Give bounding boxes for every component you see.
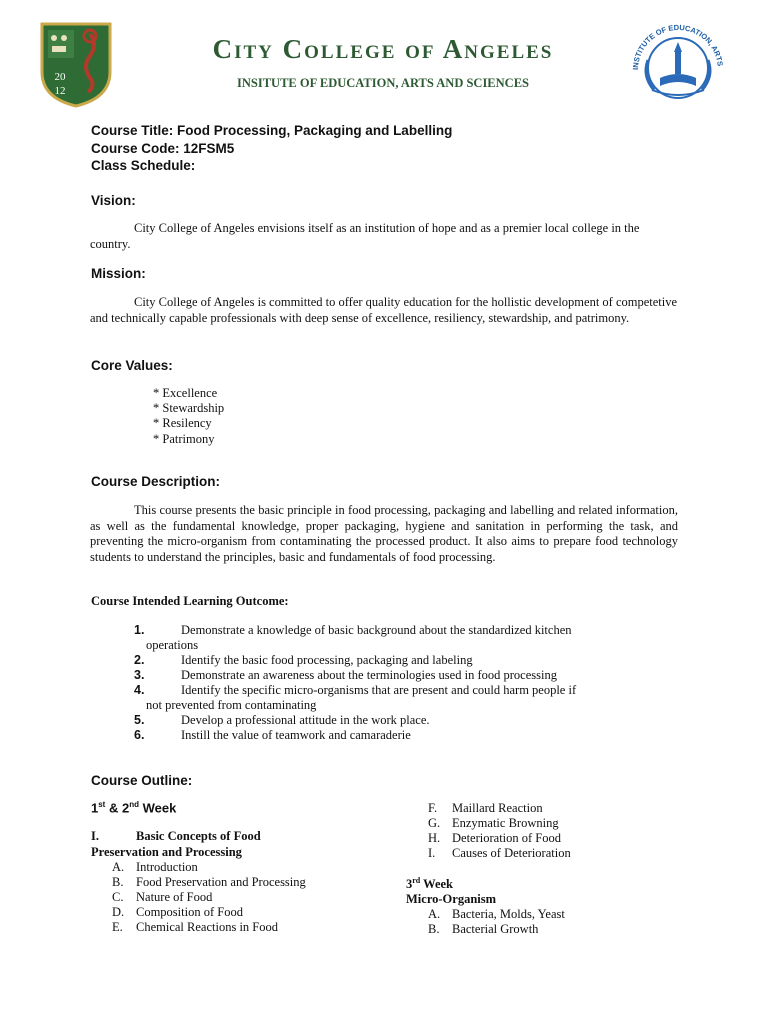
section-1-list-cont [428, 801, 728, 861]
section-1-list [112, 860, 412, 935]
vision-text: City College of Angeles envisions itself as an institution of hope and as a premier local college in the country. [90, 221, 640, 251]
mission-text: City College of Angeles is committed to offer quality education for the hollistic development of competetive and technically capable professionals with deep sense of excellence, resiliency, stewardship, and patrimony. [90, 295, 678, 325]
clo-text: Identify the specific micro-organisms that are present and could harm people if [181, 683, 577, 697]
course-description-text: This course presents the basic principle in food processing, packaging and labelling and related information, as well as the fundamental knowledge, proper packaging, hygiene and sanitation in performing the task, and preventing the micro-organism from contaminating the processed product. It also aims to prepare food technology students to understand the principles, basic and fundamentals of food processing. [90, 503, 678, 564]
clo-text: Instill the value of teamwork and camaraderie [181, 728, 411, 742]
vision-heading: Vision: [91, 193, 136, 208]
core-value-item: * Stewardship [153, 401, 225, 415]
clo-item [90, 728, 690, 743]
college-name: City College of Angeles [212, 34, 554, 64]
outline-item: E. Chemical Reactions in Food [112, 920, 278, 934]
section-1-number: I. [91, 829, 99, 843]
institute-seal-logo [624, 20, 732, 108]
shield-year-bottom: 12 [54, 85, 66, 97]
course-code: Course Code: 12FSM5 [91, 141, 235, 156]
clo-item [90, 623, 690, 653]
clo-number: 4. [134, 683, 145, 697]
section-2-title: Micro-Organism [406, 892, 497, 906]
core-value-item: * Resilency [153, 416, 212, 430]
section-1-title: Basic Concepts of Food [136, 829, 261, 843]
outline-item: A. Bacteria, Molds, Yeast [428, 907, 565, 921]
clo-text-wrap: operations [146, 638, 199, 652]
outline-item: C. Nature of Food [112, 890, 213, 904]
clo-number: 3. [134, 668, 145, 682]
clo-item [90, 713, 690, 728]
outline-item: A. Introduction [112, 860, 198, 874]
clo-text-wrap: not prevented from contaminating [146, 698, 317, 712]
clo-number: 5. [134, 713, 145, 727]
week-3-label: 3rd Week [406, 876, 454, 892]
outline-item: I. Causes of Deterioration [428, 846, 571, 860]
clo-number: 6. [134, 728, 145, 742]
clo-item [90, 683, 690, 713]
clo-number: 1. [134, 623, 145, 637]
clo-text: Develop a professional attitude in the work place. [181, 713, 430, 727]
outline-item: B. Food Preservation and Processing [112, 875, 306, 889]
course-description-heading: Course Description: [91, 474, 221, 489]
core-values-heading: Core Values: [91, 358, 173, 373]
core-value-item: * Excellence [153, 386, 218, 400]
section-1-title-cont: Preservation and Processing [91, 845, 242, 859]
outline-item: F. Maillard Reaction [428, 801, 543, 815]
clo-text: Identify the basic food processing, packaging and labeling [181, 653, 473, 667]
section-2-list [428, 907, 728, 937]
clo-item [90, 668, 690, 683]
clo-item [90, 653, 690, 668]
core-value-item: * Patrimony [153, 432, 215, 446]
clo-text: Demonstrate an awareness about the terminologies used in food processing [181, 668, 557, 682]
outline-item: B. Bacterial Growth [428, 922, 539, 936]
week-1-2-label: 1st & 2nd Week [91, 800, 177, 816]
mission-heading: Mission: [91, 266, 146, 281]
outline-item: D. Composition of Food [112, 905, 243, 919]
shield-year-top: 20 [54, 71, 66, 83]
clo-list [90, 623, 690, 743]
clo-number: 2. [134, 653, 145, 667]
class-schedule: Class Schedule: [91, 158, 196, 173]
outline-item: H. Deterioration of Food [428, 831, 562, 845]
outline-item: G. Enzymatic Browning [428, 816, 559, 830]
college-shield-logo [40, 22, 112, 108]
clo-text: Demonstrate a knowledge of basic background about the standardized kitchen [181, 623, 572, 637]
seal-text: INSTITUTE OF EDUCATION, ARTS [630, 22, 725, 71]
course-title: Course Title: Food Processing, Packaging and Labelling [91, 123, 453, 138]
course-outline-heading: Course Outline: [91, 773, 193, 788]
clo-heading: Course Intended Learning Outcome: [91, 594, 289, 608]
institute-name: INSITUTE OF EDUCATION, ARTS AND SCIENCES [237, 76, 529, 90]
